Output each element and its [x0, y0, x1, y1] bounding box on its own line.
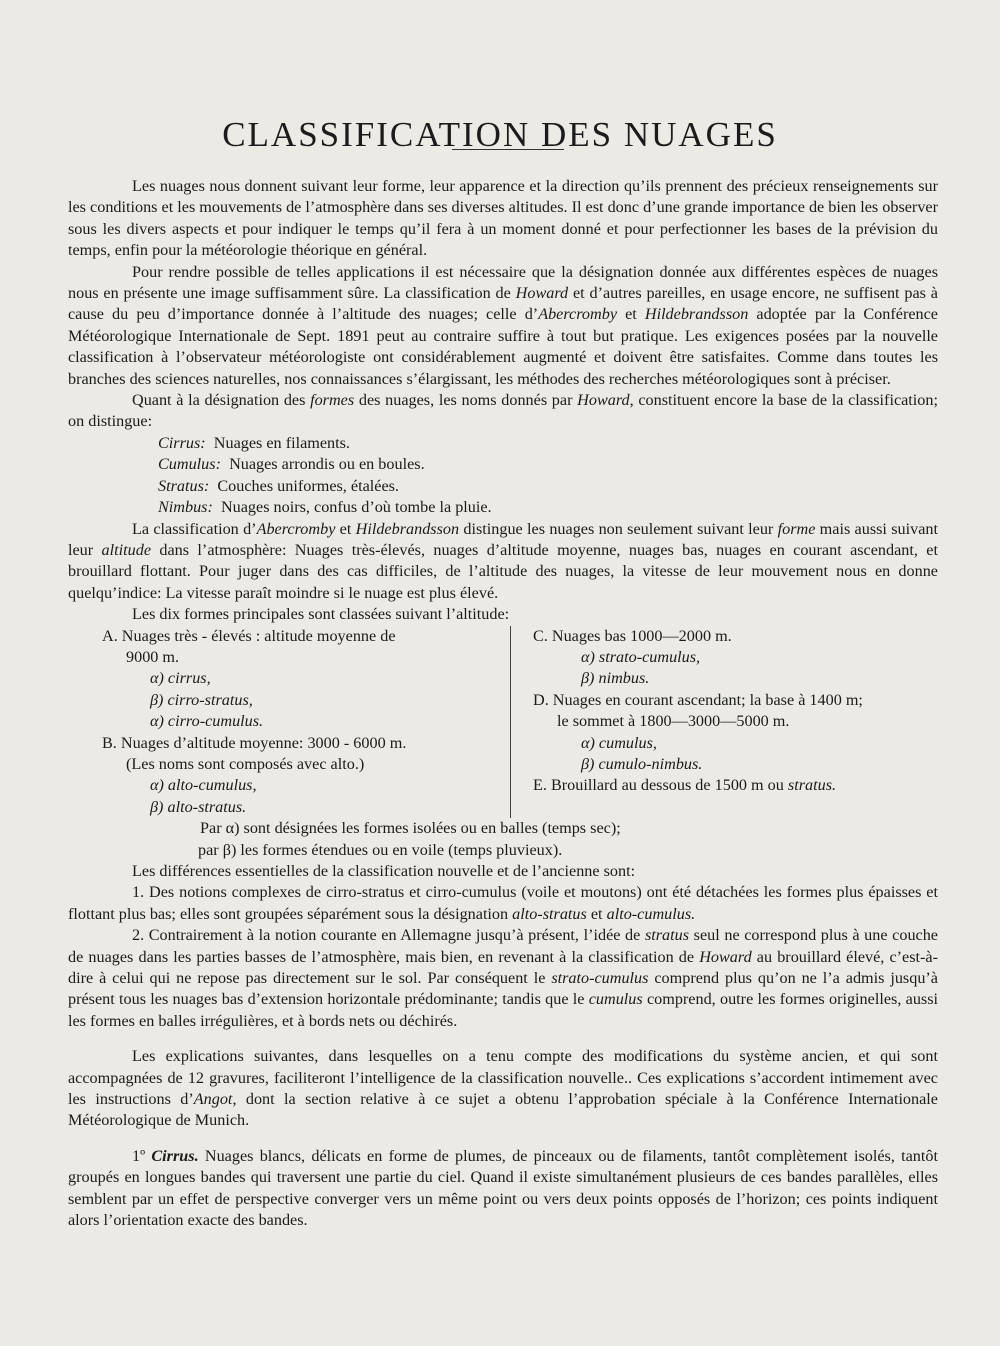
class-a-item: α) cirro-cumulus.: [150, 712, 264, 731]
class-e-heading: E. Brouillard au dessous de 1500 m ou stratus.: [533, 776, 837, 795]
title-divider: [452, 149, 564, 150]
paragraph-explanations: Les explications suivantes, dans lesquelles on a tenu compte des modifications du système ancien, et qui sont accompagnées de 12 gravures, faciliteront l’intelligence de la classification nouvelle.. Ces explications s’accordent intimement avec les instructions d’Angot, dont la section relative à ce sujet a obtenu l’approbation spéciale à la Conférence Internationale Météorologique de Munich.: [68, 1047, 938, 1130]
altitude-classification-table: [102, 626, 932, 819]
paragraph-applications: Pour rendre possible de telles applications il est nécessaire que la désignation donnée aux différentes espèces de nuages nous en présente une image suffisamment sûre. La classification de Howard et d’autres pareilles, en usage encore, ne suffisent pas à cause du peu d’importance donnée à l’altitude des nuages; celle d’Abercromby et Hildebrandsson adoptée par la Conférence Météorologique Internationale de Sept. 1891 peut au contraire suffire à tout but pratique. Les exigences posées par la nouvelle classification à l’observateur météorologiste ont considérablement augmenté et doivent être satisfaites. Comme dans toutes les branches des sciences naturelles, nos connaissances s’élargissant, les méthodes des recherches météorologiques sont à préciser.: [68, 262, 938, 388]
class-d-heading: D. Nuages en courant ascendant; la base à 1400 m;: [533, 690, 863, 709]
paragraph-altitude: La classification d’Abercromby et Hildebrandsson distingue les nuages non seulement suivant leur forme mais aussi suivant leur altitude dans l’atmosphère: Nuages très-élevés, nuages d’altitude moyenne, nuages bas, nuages en courant ascendant, et brouillard flottant. Pour juger dans des cas difficiles, de l’altitude des nuages, la vitesse de leur mouvement nous en donne quelqu’indice: La vitesse paraît moindre si le nuage est plus élevé.: [68, 519, 938, 602]
paragraph-howard: Quant à la désignation des formes des nuages, les noms donnés par Howard, constituent encore la base de la classification; on distingue:: [68, 391, 938, 431]
list-item: Stratus: Couches uniformes, étalées.: [158, 476, 399, 495]
list-item: Cumulus: Nuages arrondis ou en boules.: [158, 455, 425, 474]
note-beta: par β) les formes étendues ou en voile (temps pluvieux).: [198, 840, 563, 859]
class-d-item: β) cumulo-nimbus.: [581, 754, 703, 773]
class-b-note: (Les noms sont composés avec alto.): [126, 754, 365, 773]
paragraph-ten-forms: Les dix formes principales sont classées suivant l’altitude:: [132, 605, 510, 624]
list-item: Nimbus: Nuages noirs, confus d’où tombe la pluie.: [158, 498, 492, 517]
paragraph-point-2: 2. Contrairement à la notion courante en Allemagne jusqu’à présent, l’idée de stratus seul ne correspond plus à une couche de nuages dans les parties basses de l’atmosphère, mais bien, en revenant à la classification de Howard au brouillard élevé, c’est-à-dire à celui qui ne repose pas directement sur le sol. Par conséquent le strato-cumulus comprend plus qu’on ne l’a admis jusqu’à présent tous les nuages bas d’extension horizontale prédominante; tandis que le cumulus comprend, outre les formes originelles, aussi les formes en balles irrégulières, et à bords nets ou déchirés.: [68, 926, 939, 1030]
howard-cloud-list: [158, 433, 938, 519]
paragraph-intro: Les nuages nous donnent suivant leur forme, leur apparence et la direction qu’ils prennent des précieux renseignements sur les conditions et les mouvements de l’atmosphère dans ses diverses altitudes. Il est donc d’une grande importance de bien les observer sous les divers aspects et pour indiquer le temps qu’il fera à un moment donné et pour perfectionner les bases de la prévision du temps, enfin pour la météorologie théorique en général.: [68, 177, 938, 260]
article-body: [68, 176, 938, 1232]
class-d-summit: le sommet à 1800—3000—5000 m.: [557, 712, 790, 731]
page-title: CLASSIFICATION DES NUAGES: [222, 115, 778, 155]
class-c-item: α) strato-cumulus,: [581, 647, 701, 666]
paragraph-point-1: 1. Des notions complexes de cirro-stratus et cirro-cumulus (voile et moutons) ont été détachées les formes plus épaisses et flottant plus bas; elles sont groupées séparément sous la désignation alto-stratus et alto-cumulus.: [68, 883, 938, 923]
class-a-heading: A. Nuages très - élevés : altitude moyenne de: [102, 626, 396, 645]
class-a-item: β) cirro-stratus,: [150, 690, 253, 709]
list-item: Cirrus: Nuages en filaments.: [158, 433, 350, 452]
classification-left-column: [102, 626, 511, 819]
paragraph-cirrus: 1º Cirrus. Nuages blancs, délicats en forme de plumes, de pinceaux ou de filaments, tantôt complètement isolés, tantôt groupés en longues bandes qui traversent une partie du ciel. Quand il existe simultanément plusieurs de ces bandes parallèles, elles semblent par un effet de perspective converger vers un même point ou vers deux points opposés de l’horizon; ces points indiquent alors l’orientation exacte des bandes.: [68, 1146, 938, 1230]
class-c-item: β) nimbus.: [581, 669, 650, 688]
note-alpha: Par α) sont désignées les formes isolées ou en balles (temps sec);: [200, 819, 621, 838]
class-c-heading: C. Nuages bas 1000—2000 m.: [533, 626, 732, 645]
class-b-item: β) alto-stratus.: [150, 797, 247, 816]
class-b-heading: B. Nuages d’altitude moyenne: 3000 - 6000 m.: [102, 733, 407, 752]
classification-right-column: [511, 626, 932, 819]
class-a-altitude: 9000 m.: [126, 647, 180, 666]
class-b-item: α) alto-cumulus,: [150, 776, 257, 795]
paragraph-differences: Les différences essentielles de la classification nouvelle et de l’ancienne sont:: [132, 862, 636, 880]
class-a-item: α) cirrus,: [150, 669, 211, 688]
class-d-item: α) cumulus,: [581, 733, 657, 752]
